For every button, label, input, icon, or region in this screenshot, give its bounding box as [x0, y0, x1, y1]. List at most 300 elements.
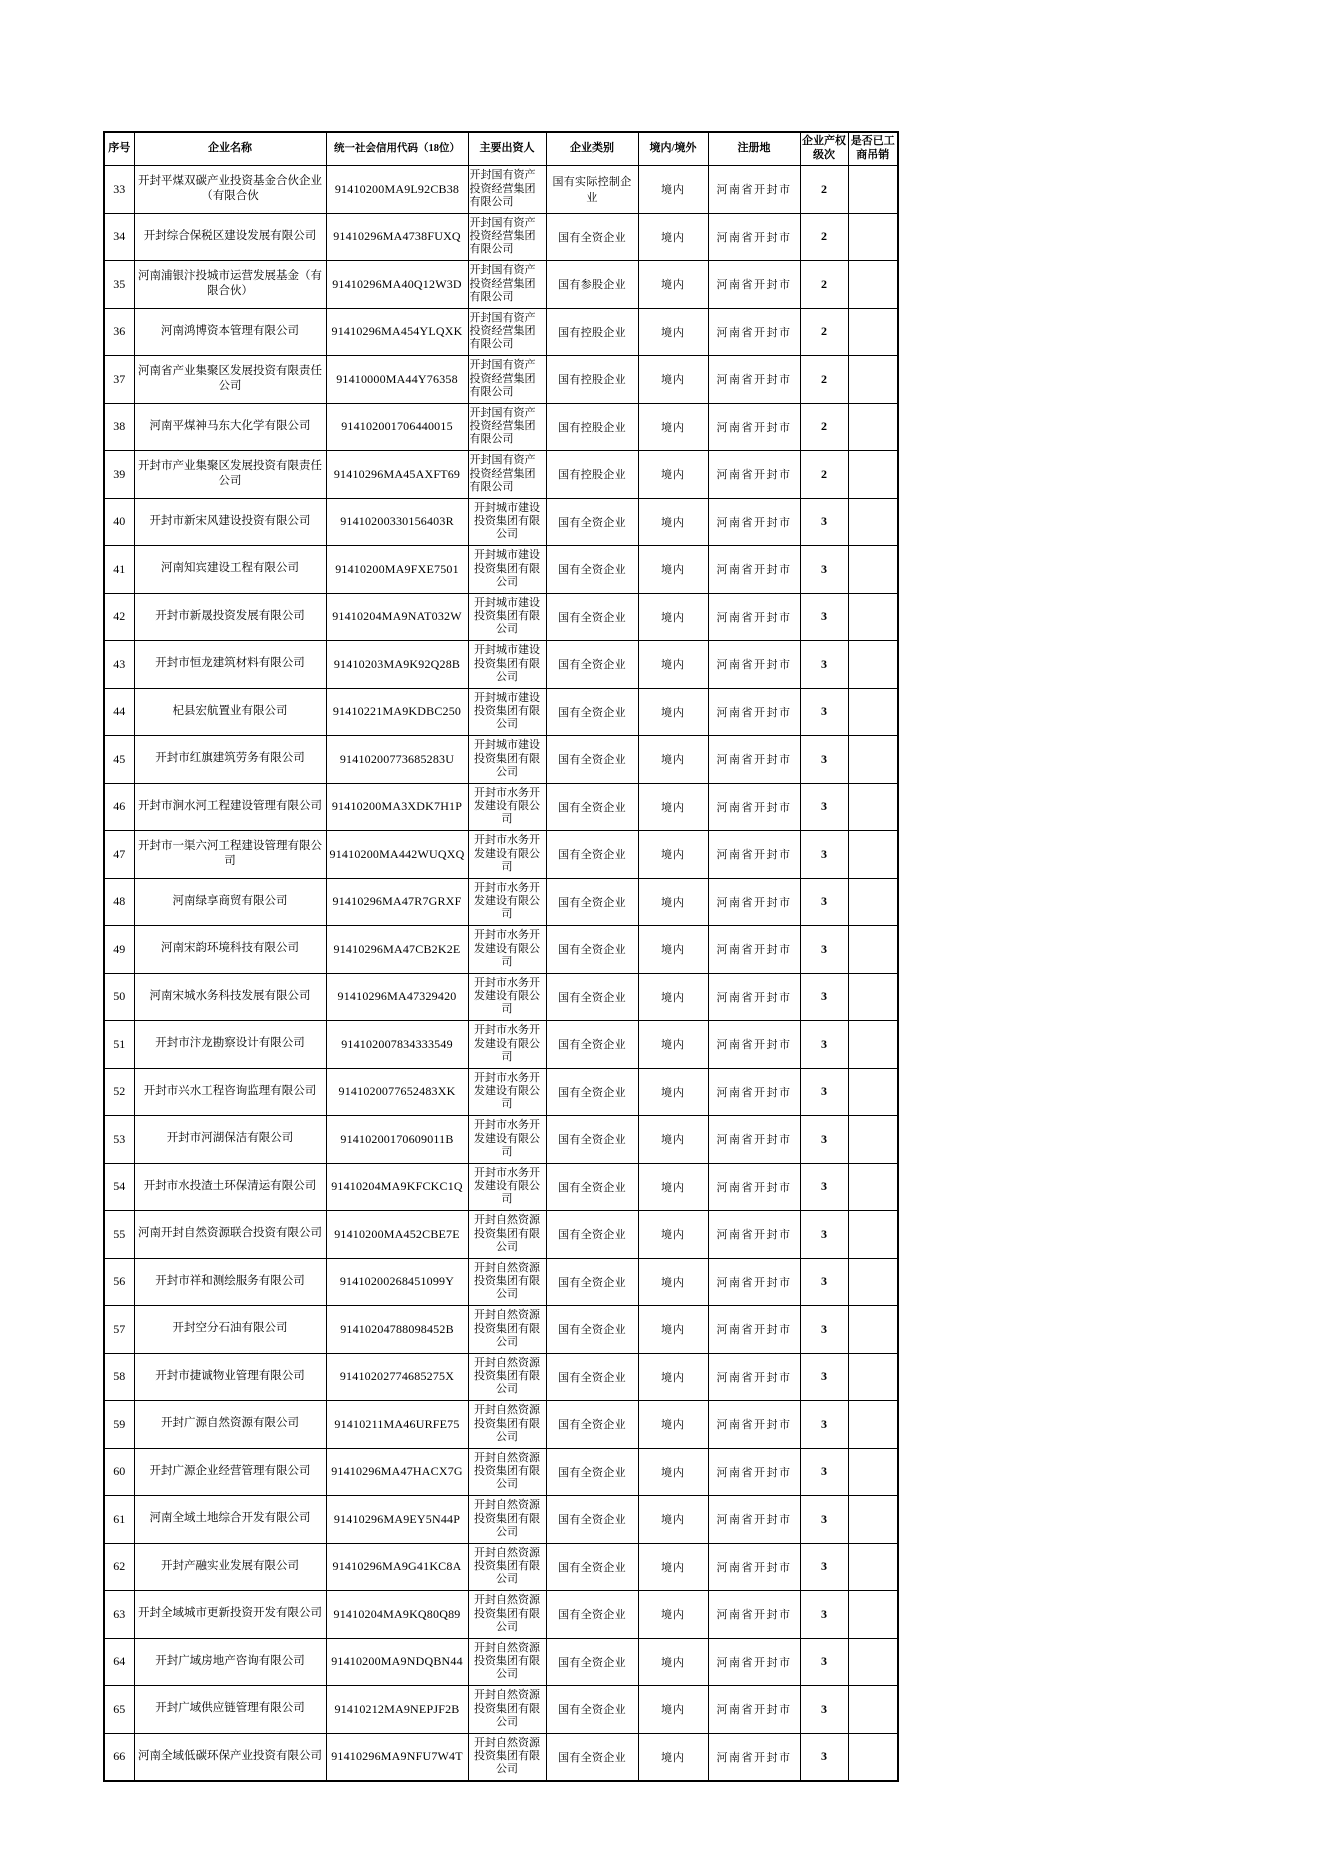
cell-no: 33 — [104, 166, 134, 214]
cell-category: 国有全资企业 — [546, 926, 638, 974]
cell-investor: 开封城市建设投资集团有限公司 — [468, 546, 546, 594]
cell-region: 境内 — [638, 1401, 708, 1449]
cell-code: 91410200MA442WUQXQ — [326, 831, 468, 879]
cell-registered: 河南省开封市 — [708, 403, 800, 451]
cell-no: 45 — [104, 736, 134, 784]
cell-level: 3 — [800, 926, 848, 974]
cell-revoked — [848, 1638, 898, 1686]
cell-category: 国有全资企业 — [546, 1448, 638, 1496]
cell-level: 3 — [800, 736, 848, 784]
cell-category: 国有全资企业 — [546, 1591, 638, 1639]
cell-revoked — [848, 451, 898, 499]
cell-level: 3 — [800, 831, 848, 879]
table-row — [104, 261, 898, 309]
cell-level: 3 — [800, 1353, 848, 1401]
cell-investor: 开封市水务开发建设有限公司 — [468, 1163, 546, 1211]
cell-name: 开封广域供应链管理有限公司 — [134, 1686, 326, 1734]
cell-revoked — [848, 783, 898, 831]
cell-registered: 河南省开封市 — [708, 831, 800, 879]
cell-registered: 河南省开封市 — [708, 688, 800, 736]
cell-name: 河南平煤神马东大化学有限公司 — [134, 403, 326, 451]
cell-region: 境内 — [638, 451, 708, 499]
table-row — [104, 166, 898, 214]
cell-level: 3 — [800, 546, 848, 594]
cell-name: 开封广源自然资源有限公司 — [134, 1401, 326, 1449]
cell-region: 境内 — [638, 1686, 708, 1734]
cell-name: 开封市新晟投资发展有限公司 — [134, 593, 326, 641]
table-row — [104, 1116, 898, 1164]
cell-level: 2 — [800, 356, 848, 404]
cell-code: 91410296MA9NFU7W4T — [326, 1733, 468, 1781]
cell-region: 境内 — [638, 878, 708, 926]
cell-no: 36 — [104, 308, 134, 356]
cell-category: 国有控股企业 — [546, 356, 638, 404]
table-row — [104, 593, 898, 641]
cell-investor: 开封自然资源投资集团有限公司 — [468, 1543, 546, 1591]
cell-investor: 开封国有资产投资经营集团有限公司 — [468, 308, 546, 356]
cell-level: 3 — [800, 783, 848, 831]
cell-category: 国有全资企业 — [546, 1068, 638, 1116]
cell-name: 开封广域房地产咨询有限公司 — [134, 1638, 326, 1686]
cell-category: 国有全资企业 — [546, 1401, 638, 1449]
cell-registered: 河南省开封市 — [708, 1021, 800, 1069]
table-row — [104, 1021, 898, 1069]
table-row — [104, 688, 898, 736]
cell-region: 境内 — [638, 1591, 708, 1639]
table-row — [104, 1591, 898, 1639]
cell-name: 河南知宾建设工程有限公司 — [134, 546, 326, 594]
column-header-no: 序号 — [104, 132, 134, 166]
cell-category: 国有全资企业 — [546, 878, 638, 926]
cell-region: 境内 — [638, 688, 708, 736]
cell-region: 境内 — [638, 1306, 708, 1354]
cell-level: 3 — [800, 1686, 848, 1734]
cell-no: 44 — [104, 688, 134, 736]
cell-code: 91410202774685275X — [326, 1353, 468, 1401]
cell-code: 91410200MA9NDQBN44 — [326, 1638, 468, 1686]
cell-revoked — [848, 261, 898, 309]
cell-name: 开封市河湖保洁有限公司 — [134, 1116, 326, 1164]
cell-registered: 河南省开封市 — [708, 1543, 800, 1591]
cell-revoked — [848, 1733, 898, 1781]
cell-no: 51 — [104, 1021, 134, 1069]
cell-region: 境内 — [638, 1496, 708, 1544]
table-row — [104, 1258, 898, 1306]
table-row — [104, 1211, 898, 1259]
cell-registered: 河南省开封市 — [708, 1733, 800, 1781]
cell-investor: 开封自然资源投资集团有限公司 — [468, 1401, 546, 1449]
cell-revoked — [848, 736, 898, 784]
cell-code: 91410204788098452B — [326, 1306, 468, 1354]
cell-revoked — [848, 213, 898, 261]
cell-investor: 开封国有资产投资经营集团有限公司 — [468, 356, 546, 404]
cell-category: 国有全资企业 — [546, 1638, 638, 1686]
cell-code: 91410296MA47HACX7G — [326, 1448, 468, 1496]
cell-region: 境内 — [638, 641, 708, 689]
cell-code: 9141020077652483XK — [326, 1068, 468, 1116]
column-header-name: 企业名称 — [134, 132, 326, 166]
cell-category: 国有全资企业 — [546, 831, 638, 879]
cell-no: 56 — [104, 1258, 134, 1306]
cell-name: 开封市兴水工程咨询监理有限公司 — [134, 1068, 326, 1116]
cell-category: 国有全资企业 — [546, 973, 638, 1021]
cell-category: 国有参股企业 — [546, 261, 638, 309]
cell-revoked — [848, 1543, 898, 1591]
cell-category: 国有全资企业 — [546, 641, 638, 689]
table-row — [104, 1686, 898, 1734]
cell-revoked — [848, 688, 898, 736]
cell-no: 60 — [104, 1448, 134, 1496]
cell-code: 91410204MA9KFCKC1Q — [326, 1163, 468, 1211]
cell-registered: 河南省开封市 — [708, 1591, 800, 1639]
cell-revoked — [848, 973, 898, 1021]
column-header-registered: 注册地 — [708, 132, 800, 166]
cell-level: 3 — [800, 1543, 848, 1591]
table-row — [104, 498, 898, 546]
cell-registered: 河南省开封市 — [708, 166, 800, 214]
cell-region: 境内 — [638, 1116, 708, 1164]
cell-name: 河南绿享商贸有限公司 — [134, 878, 326, 926]
cell-level: 2 — [800, 213, 848, 261]
table-row — [104, 641, 898, 689]
cell-code: 91410296MA47R7GRXF — [326, 878, 468, 926]
cell-registered: 河南省开封市 — [708, 1211, 800, 1259]
cell-investor: 开封市水务开发建设有限公司 — [468, 973, 546, 1021]
cell-name: 河南省产业集聚区发展投资有限责任公司 — [134, 356, 326, 404]
cell-revoked — [848, 308, 898, 356]
cell-region: 境内 — [638, 1448, 708, 1496]
cell-registered: 河南省开封市 — [708, 356, 800, 404]
cell-revoked — [848, 1116, 898, 1164]
cell-name: 开封市红旗建筑劳务有限公司 — [134, 736, 326, 784]
cell-name: 开封广源企业经营管理有限公司 — [134, 1448, 326, 1496]
cell-level: 3 — [800, 593, 848, 641]
cell-revoked — [848, 403, 898, 451]
cell-investor: 开封市水务开发建设有限公司 — [468, 783, 546, 831]
cell-region: 境内 — [638, 1733, 708, 1781]
cell-region: 境内 — [638, 261, 708, 309]
cell-no: 37 — [104, 356, 134, 404]
cell-revoked — [848, 1306, 898, 1354]
cell-name: 开封市新宋风建设投资有限公司 — [134, 498, 326, 546]
cell-registered: 河南省开封市 — [708, 451, 800, 499]
cell-no: 42 — [104, 593, 134, 641]
column-header-code: 统一社会信用代码（18位） — [326, 132, 468, 166]
cell-investor: 开封城市建设投资集团有限公司 — [468, 593, 546, 641]
cell-name: 开封市恒龙建筑材料有限公司 — [134, 641, 326, 689]
cell-registered: 河南省开封市 — [708, 1306, 800, 1354]
cell-revoked — [848, 1353, 898, 1401]
cell-revoked — [848, 878, 898, 926]
cell-region: 境内 — [638, 1258, 708, 1306]
cell-registered: 河南省开封市 — [708, 973, 800, 1021]
table-row — [104, 973, 898, 1021]
cell-investor: 开封自然资源投资集团有限公司 — [468, 1591, 546, 1639]
cell-level: 2 — [800, 451, 848, 499]
column-header-revoked: 是否已工商吊销 — [848, 132, 898, 166]
cell-investor: 开封国有资产投资经营集团有限公司 — [468, 403, 546, 451]
cell-investor: 开封自然资源投资集团有限公司 — [468, 1733, 546, 1781]
cell-investor: 开封自然资源投资集团有限公司 — [468, 1258, 546, 1306]
cell-category: 国有全资企业 — [546, 1258, 638, 1306]
cell-code: 91410200MA9FXE7501 — [326, 546, 468, 594]
cell-code: 91410296MA9G41KC8A — [326, 1543, 468, 1591]
table-row — [104, 1448, 898, 1496]
cell-no: 40 — [104, 498, 134, 546]
cell-no: 58 — [104, 1353, 134, 1401]
cell-name: 河南全域土地综合开发有限公司 — [134, 1496, 326, 1544]
cell-revoked — [848, 926, 898, 974]
cell-level: 2 — [800, 308, 848, 356]
cell-level: 3 — [800, 1401, 848, 1449]
cell-no: 34 — [104, 213, 134, 261]
cell-registered: 河南省开封市 — [708, 1686, 800, 1734]
cell-code: 91410296MA47329420 — [326, 973, 468, 1021]
cell-registered: 河南省开封市 — [708, 926, 800, 974]
cell-region: 境内 — [638, 546, 708, 594]
cell-category: 国有控股企业 — [546, 308, 638, 356]
cell-revoked — [848, 1021, 898, 1069]
cell-registered: 河南省开封市 — [708, 261, 800, 309]
cell-no: 38 — [104, 403, 134, 451]
cell-code: 914102007834333549 — [326, 1021, 468, 1069]
cell-region: 境内 — [638, 308, 708, 356]
cell-name: 河南全域低碳环保产业投资有限公司 — [134, 1733, 326, 1781]
table-row — [104, 356, 898, 404]
cell-no: 61 — [104, 1496, 134, 1544]
cell-region: 境内 — [638, 1163, 708, 1211]
table-row — [104, 1306, 898, 1354]
cell-investor: 开封自然资源投资集团有限公司 — [468, 1496, 546, 1544]
cell-level: 3 — [800, 1496, 848, 1544]
cell-category: 国有实际控制企业 — [546, 166, 638, 214]
cell-name: 开封市祥和测绘服务有限公司 — [134, 1258, 326, 1306]
cell-investor: 开封城市建设投资集团有限公司 — [468, 688, 546, 736]
cell-revoked — [848, 498, 898, 546]
cell-code: 91410221MA9KDBC250 — [326, 688, 468, 736]
cell-no: 65 — [104, 1686, 134, 1734]
cell-category: 国有全资企业 — [546, 498, 638, 546]
cell-level: 3 — [800, 1638, 848, 1686]
cell-region: 境内 — [638, 1021, 708, 1069]
cell-registered: 河南省开封市 — [708, 1496, 800, 1544]
table-row — [104, 1068, 898, 1116]
cell-level: 3 — [800, 1163, 848, 1211]
cell-region: 境内 — [638, 1638, 708, 1686]
cell-revoked — [848, 1686, 898, 1734]
cell-level: 3 — [800, 1258, 848, 1306]
cell-region: 境内 — [638, 498, 708, 546]
cell-region: 境内 — [638, 831, 708, 879]
cell-registered: 河南省开封市 — [708, 783, 800, 831]
cell-name: 河南开封自然资源联合投资有限公司 — [134, 1211, 326, 1259]
cell-code: 91410200MA9L92CB38 — [326, 166, 468, 214]
cell-category: 国有全资企业 — [546, 593, 638, 641]
cell-name: 开封综合保税区建设发展有限公司 — [134, 213, 326, 261]
cell-category: 国有全资企业 — [546, 736, 638, 784]
cell-investor: 开封国有资产投资经营集团有限公司 — [468, 451, 546, 499]
cell-investor: 开封自然资源投资集团有限公司 — [468, 1686, 546, 1734]
cell-no: 52 — [104, 1068, 134, 1116]
cell-no: 47 — [104, 831, 134, 879]
table-row — [104, 878, 898, 926]
cell-no: 48 — [104, 878, 134, 926]
column-header-region: 境内/境外 — [638, 132, 708, 166]
cell-level: 3 — [800, 641, 848, 689]
cell-region: 境内 — [638, 926, 708, 974]
cell-investor: 开封城市建设投资集团有限公司 — [468, 498, 546, 546]
cell-no: 43 — [104, 641, 134, 689]
company-table — [103, 131, 899, 1782]
cell-registered: 河南省开封市 — [708, 878, 800, 926]
cell-registered: 河南省开封市 — [708, 1068, 800, 1116]
cell-revoked — [848, 1211, 898, 1259]
cell-code: 914102001706440015 — [326, 403, 468, 451]
cell-revoked — [848, 1496, 898, 1544]
cell-name: 开封产融实业发展有限公司 — [134, 1543, 326, 1591]
cell-level: 3 — [800, 878, 848, 926]
cell-registered: 河南省开封市 — [708, 1353, 800, 1401]
cell-name: 开封市涧水河工程建设管理有限公司 — [134, 783, 326, 831]
cell-name: 开封市一渠六河工程建设管理有限公司 — [134, 831, 326, 879]
cell-code: 91410296MA9EY5N44P — [326, 1496, 468, 1544]
cell-level: 3 — [800, 1021, 848, 1069]
cell-level: 3 — [800, 1211, 848, 1259]
cell-category: 国有全资企业 — [546, 1116, 638, 1164]
cell-category: 国有全资企业 — [546, 1306, 638, 1354]
cell-code: 91410200330156403R — [326, 498, 468, 546]
cell-level: 3 — [800, 1068, 848, 1116]
cell-name: 河南鸿博资本管理有限公司 — [134, 308, 326, 356]
cell-no: 50 — [104, 973, 134, 1021]
cell-no: 46 — [104, 783, 134, 831]
table-row — [104, 1353, 898, 1401]
cell-code: 91410212MA9NEPJF2B — [326, 1686, 468, 1734]
cell-level: 3 — [800, 973, 848, 1021]
cell-category: 国有全资企业 — [546, 546, 638, 594]
table-row — [104, 1163, 898, 1211]
table-row — [104, 1543, 898, 1591]
table-row — [104, 308, 898, 356]
cell-registered: 河南省开封市 — [708, 641, 800, 689]
cell-investor: 开封市水务开发建设有限公司 — [468, 926, 546, 974]
cell-revoked — [848, 1448, 898, 1496]
cell-revoked — [848, 1163, 898, 1211]
table-row — [104, 831, 898, 879]
cell-code: 91410204MA9KQ80Q89 — [326, 1591, 468, 1639]
cell-revoked — [848, 641, 898, 689]
cell-revoked — [848, 593, 898, 641]
cell-investor: 开封自然资源投资集团有限公司 — [468, 1353, 546, 1401]
cell-region: 境内 — [638, 973, 708, 1021]
cell-code: 91410203MA9K92Q28B — [326, 641, 468, 689]
cell-investor: 开封自然资源投资集团有限公司 — [468, 1211, 546, 1259]
cell-registered: 河南省开封市 — [708, 498, 800, 546]
cell-code: 91410296MA454YLQXK — [326, 308, 468, 356]
cell-no: 57 — [104, 1306, 134, 1354]
cell-code: 91410200268451099Y — [326, 1258, 468, 1306]
cell-region: 境内 — [638, 1353, 708, 1401]
cell-revoked — [848, 1401, 898, 1449]
column-header-investor: 主要出资人 — [468, 132, 546, 166]
cell-investor: 开封市水务开发建设有限公司 — [468, 1021, 546, 1069]
cell-investor: 开封市水务开发建设有限公司 — [468, 1116, 546, 1164]
cell-region: 境内 — [638, 403, 708, 451]
cell-category: 国有控股企业 — [546, 403, 638, 451]
cell-name: 开封全域城市更新投资开发有限公司 — [134, 1591, 326, 1639]
cell-level: 3 — [800, 1591, 848, 1639]
table-row — [104, 736, 898, 784]
cell-revoked — [848, 166, 898, 214]
cell-region: 境内 — [638, 213, 708, 261]
cell-code: 91410296MA4738FUXQ — [326, 213, 468, 261]
cell-no: 35 — [104, 261, 134, 309]
cell-no: 49 — [104, 926, 134, 974]
cell-investor: 开封市水务开发建设有限公司 — [468, 878, 546, 926]
cell-name: 河南宋城水务科技发展有限公司 — [134, 973, 326, 1021]
table-row — [104, 1638, 898, 1686]
cell-revoked — [848, 831, 898, 879]
cell-no: 54 — [104, 1163, 134, 1211]
cell-no: 55 — [104, 1211, 134, 1259]
cell-region: 境内 — [638, 736, 708, 784]
cell-level: 3 — [800, 688, 848, 736]
column-header-level: 企业产权级次 — [800, 132, 848, 166]
table-row — [104, 1733, 898, 1781]
cell-revoked — [848, 1068, 898, 1116]
cell-level: 3 — [800, 498, 848, 546]
cell-level: 2 — [800, 166, 848, 214]
cell-name: 河南浦银汴投城市运营发展基金（有限合伙） — [134, 261, 326, 309]
cell-registered: 河南省开封市 — [708, 1116, 800, 1164]
cell-investor: 开封城市建设投资集团有限公司 — [468, 736, 546, 784]
cell-registered: 河南省开封市 — [708, 546, 800, 594]
cell-investor: 开封市水务开发建设有限公司 — [468, 831, 546, 879]
cell-investor: 开封国有资产投资经营集团有限公司 — [468, 166, 546, 214]
table-row — [104, 403, 898, 451]
cell-investor: 开封自然资源投资集团有限公司 — [468, 1448, 546, 1496]
cell-region: 境内 — [638, 1543, 708, 1591]
cell-name: 河南宋韵环境科技有限公司 — [134, 926, 326, 974]
cell-registered: 河南省开封市 — [708, 1163, 800, 1211]
table-row — [104, 1496, 898, 1544]
cell-code: 91410204MA9NAT032W — [326, 593, 468, 641]
cell-code: 91410200MA452CBE7E — [326, 1211, 468, 1259]
cell-code: 91410211MA46URFE75 — [326, 1401, 468, 1449]
cell-revoked — [848, 356, 898, 404]
cell-no: 41 — [104, 546, 134, 594]
cell-level: 3 — [800, 1448, 848, 1496]
cell-region: 境内 — [638, 356, 708, 404]
cell-name: 开封平煤双碳产业投资基金合伙企业（有限合伙 — [134, 166, 326, 214]
cell-level: 2 — [800, 261, 848, 309]
cell-category: 国有全资企业 — [546, 1163, 638, 1211]
cell-region: 境内 — [638, 593, 708, 641]
cell-investor: 开封自然资源投资集团有限公司 — [468, 1638, 546, 1686]
column-header-category: 企业类别 — [546, 132, 638, 166]
cell-name: 杞县宏航置业有限公司 — [134, 688, 326, 736]
cell-name: 开封市产业集聚区发展投资有限责任公司 — [134, 451, 326, 499]
cell-code: 91410296MA45AXFT69 — [326, 451, 468, 499]
cell-code: 91410200MA3XDK7H1P — [326, 783, 468, 831]
cell-registered: 河南省开封市 — [708, 1258, 800, 1306]
cell-no: 53 — [104, 1116, 134, 1164]
table-row — [104, 451, 898, 499]
cell-investor: 开封国有资产投资经营集团有限公司 — [468, 261, 546, 309]
cell-region: 境内 — [638, 1068, 708, 1116]
cell-category: 国有全资企业 — [546, 1353, 638, 1401]
cell-registered: 河南省开封市 — [708, 1448, 800, 1496]
